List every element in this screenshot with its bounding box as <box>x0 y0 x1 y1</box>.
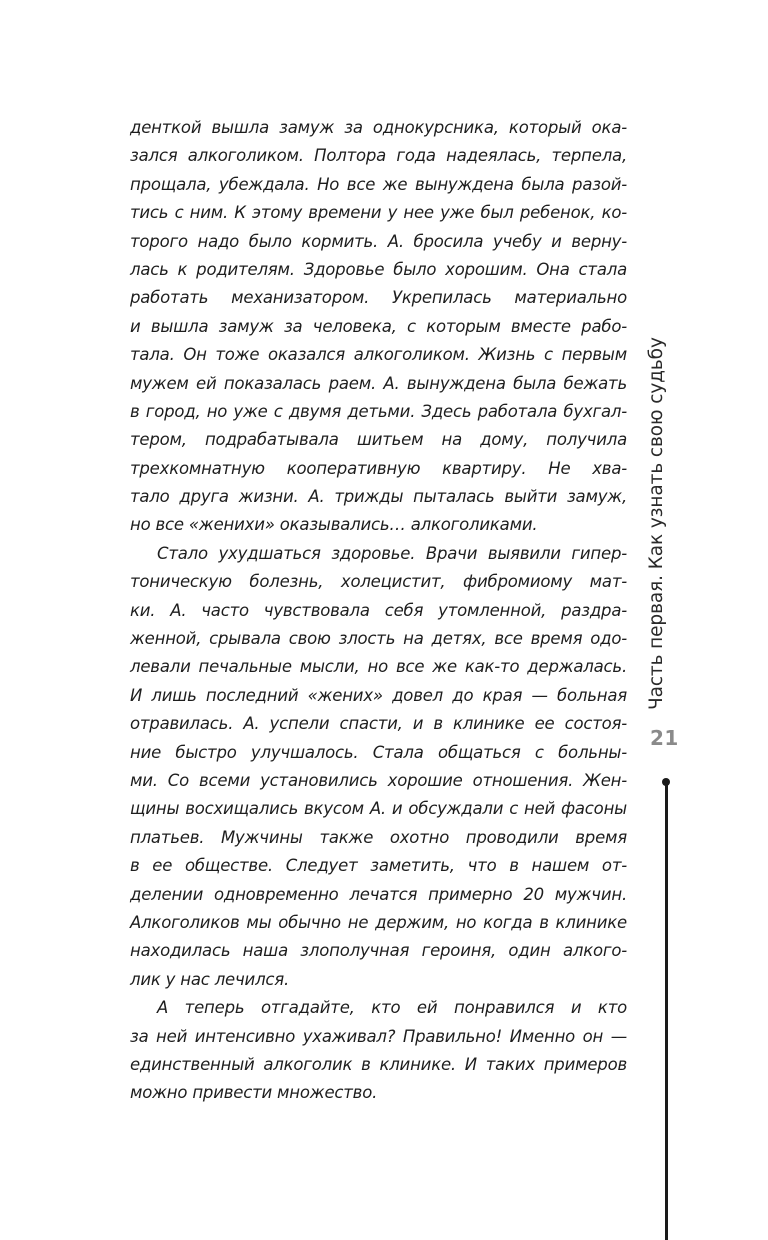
text-line: отравилась. А. успели спасти, и в клинике ее состоя- <box>130 714 627 734</box>
text-line: Стало ухудшаться здоровье. Врачи выявили гипер- <box>157 543 627 563</box>
body-text <box>130 114 627 1108</box>
text-line: трехкомнатную кооперативную квартиру. Не хва- <box>130 458 627 478</box>
page-number: 21 <box>650 726 679 750</box>
text-line: прощала, убеждала. Но все же вынуждена была разой- <box>130 174 627 194</box>
text-line: можно привести множество. <box>130 1083 378 1103</box>
text-line: ки. А. часто чувствовала себя утомленной, раздра- <box>130 600 627 620</box>
text-line: денткой вышла замуж за однокурсника, который ока- <box>130 118 627 137</box>
text-line: Алкоголиков мы обычно не держим, но когда в клинике <box>130 912 627 932</box>
text-line: и вышла замуж за человека, с которым вместе рабо- <box>130 316 627 336</box>
text-line: щины восхищались вкусом А. и обсуждали с ней фасоны <box>130 799 627 819</box>
text-line: за ней интенсивно ухаживал? Правильно! Именно он — <box>130 1026 627 1046</box>
text-line: тало друга жизни. А. трижды пыталась выйти замуж, <box>130 487 627 507</box>
text-line: тером, подрабатывала шитьем на дому, получила <box>130 430 627 450</box>
text-line: тоническую болезнь, холецистит, фибромиому мат- <box>130 572 627 592</box>
text-line: ние быстро улучшалось. Стала общаться с больны- <box>130 742 627 762</box>
text-line: в город, но уже с двумя детьми. Здесь работала бухгал- <box>130 401 627 421</box>
running-head: Часть первая. Как узнать свою судьбу <box>646 337 667 710</box>
text-line: платьев. Мужчины также охотно проводили время <box>130 827 627 847</box>
text-line: тись с ним. К этому времени у нее уже был ребенок, ко- <box>130 203 627 223</box>
text-line: в ее обществе. Следует заметить, что в нашем от- <box>130 856 627 876</box>
text-line: лась к родителям. Здоровье было хорошим. Она стала <box>130 259 627 279</box>
text-line: И лишь последний «жених» довел до края — больная <box>130 685 627 705</box>
text-line: находилась наша злополучная героиня, один алкого- <box>130 941 627 961</box>
text-line: женной, срывала свою злость на детях, все время одо- <box>130 629 627 649</box>
text-line: лик у нас лечился. <box>130 969 290 989</box>
text-line: работать механизатором. Укрепилась материально <box>130 288 627 308</box>
text-line: зался алкоголиком. Полтора года надеялась, терпела, <box>130 146 627 166</box>
text-line: но все «женихи» оказывались… алкоголиками. <box>130 515 538 535</box>
text-line: единственный алкоголик в клинике. И таких примеров <box>130 1054 627 1074</box>
text-line: А теперь отгадайте, кто ей понравился и кто <box>157 998 627 1018</box>
text-line: ми. Со всеми установились хорошие отношения. Жен- <box>130 770 627 790</box>
text-line: левали печальные мысли, но все же как-то держалась. <box>130 657 627 677</box>
text-line: торого надо было кормить. А. бросила учебу и верну- <box>130 231 627 251</box>
text-line: мужем ей показалась раем. А. вынуждена была бежать <box>130 373 627 393</box>
text-line: делении одновременно лечатся примерно 20 мужчин. <box>130 884 627 904</box>
text-line: тала. Он тоже оказался алкоголиком. Жизнь с первым <box>130 345 627 365</box>
margin-rule-line <box>665 782 668 1240</box>
